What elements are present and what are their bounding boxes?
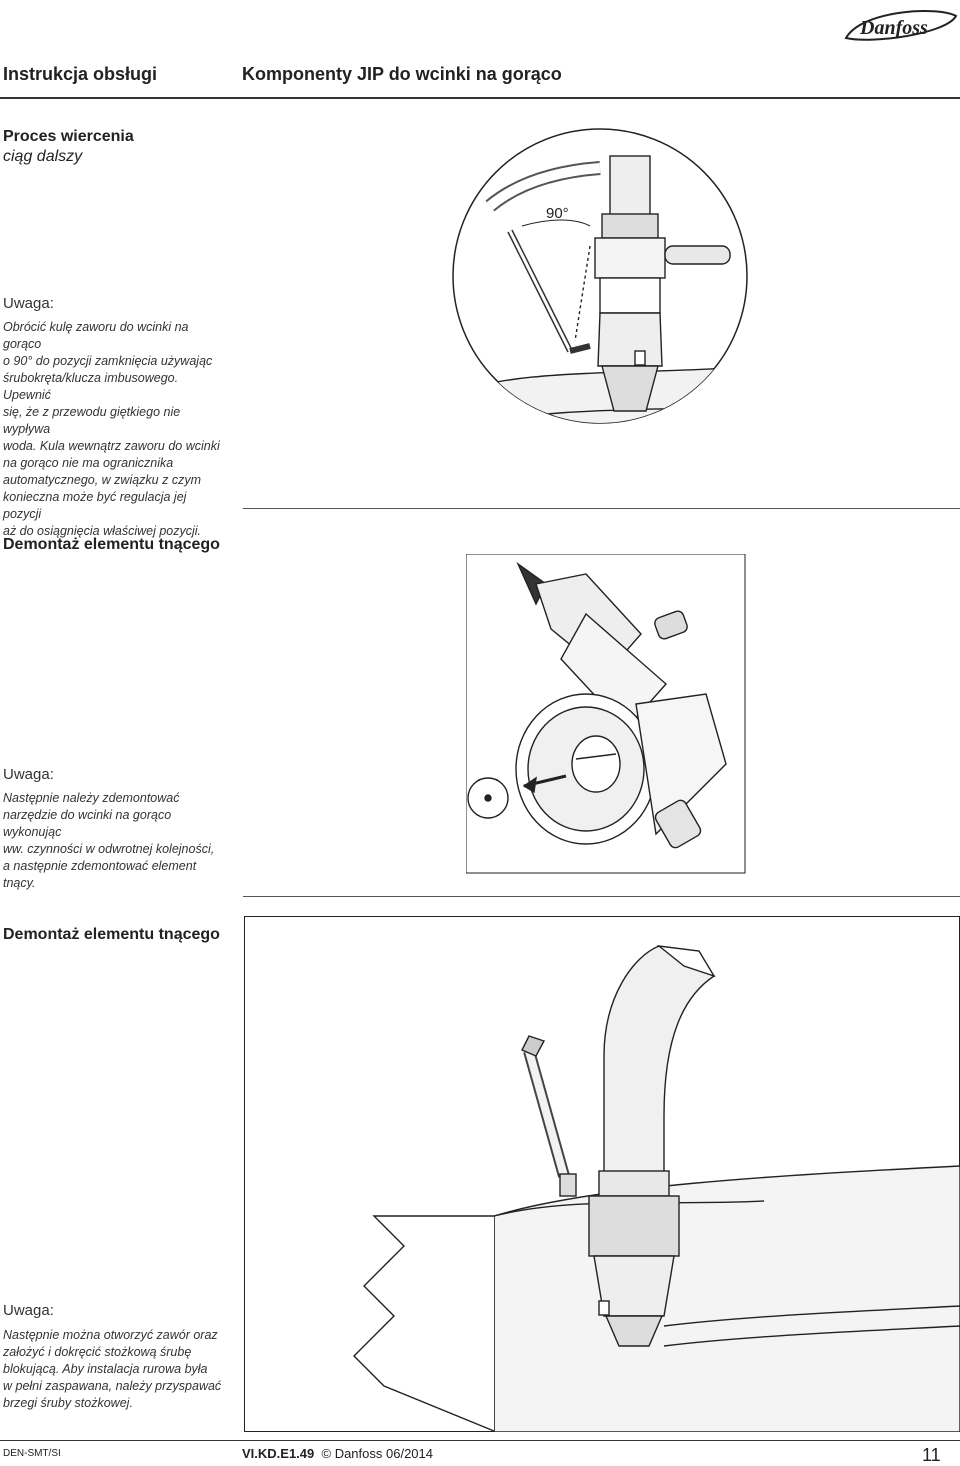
note-label: Uwaga: [3, 1302, 54, 1319]
header-divider [0, 97, 960, 99]
section-divider [243, 896, 960, 897]
angle-label: 90° [546, 205, 569, 222]
section-divider [243, 508, 960, 509]
logo-wordmark: Danfoss [860, 17, 928, 39]
note-line: na gorąco nie ma ogranicznika [3, 456, 174, 470]
note-text [3, 319, 228, 540]
note-label: Uwaga: [3, 766, 54, 783]
note-line: Następnie można otworzyć zawór oraz [3, 1328, 218, 1342]
note-line: w pełni zaspawana, należy przyspawać [3, 1379, 222, 1393]
note-text [3, 1327, 228, 1412]
cutter-removal-figure [466, 554, 746, 874]
section-subtitle-continued: ciąg dalszy [3, 148, 83, 165]
note-line: narzędzie do wcinki na gorąco wykonując [3, 808, 172, 839]
note-line: automatycznego, w związku z czym [3, 473, 201, 487]
valve-open-figure [244, 916, 960, 1432]
note-line: założyć i dokręcić stożkową śrubę [3, 1345, 192, 1359]
note-line: blokującą. Aby instalacja rurowa była [3, 1362, 208, 1376]
copyright: © Danfoss 06/2014 [321, 1446, 433, 1461]
note-line: aż do osiągnięcia właściwej pozycji. [3, 524, 202, 538]
section-title-cutter-removal-2: Demontaż elementu tnącego [3, 926, 220, 943]
note-line: Obrócić kulę zaworu do wcinki na gorąco [3, 320, 189, 351]
document-title: Komponenty JIP do wcinki na gorąco [242, 64, 562, 84]
note-line: konieczna może być regulacja jej pozycji [3, 490, 187, 521]
valve-ball-rotation-figure [450, 126, 750, 426]
note-line: woda. Kula wewnątrz zaworu do wcinki [3, 439, 220, 453]
note-line: ww. czynności w odwrotnej kolejności, [3, 842, 215, 856]
note-label: Uwaga: [3, 295, 54, 312]
note-text [3, 790, 228, 892]
ref-code: VI.KD.E1.49 [242, 1446, 315, 1461]
section-title-drilling: Proces wiercenia [3, 128, 134, 145]
section-title-cutter-removal: Demontaż elementu tnącego [3, 536, 220, 553]
note-line: Następnie należy zdemontować [3, 791, 180, 805]
note-line: śrubokręta/klucza imbusowego. Upewnić [3, 371, 179, 402]
note-line: brzegi śruby stożkowej. [3, 1396, 133, 1410]
note-line: a następnie zdemontować element tnący. [3, 859, 197, 890]
footer-reference [242, 1446, 433, 1461]
page-number: 11 [922, 1445, 941, 1465]
danfoss-logo [842, 4, 960, 48]
note-line: się, że z przewodu giętkiego nie wypływa [3, 405, 181, 436]
note-line: o 90° do pozycji zamknięcia używając [3, 354, 213, 368]
manual-type-title: Instrukcja obsługi [3, 64, 158, 84]
footer-divider [0, 1440, 960, 1441]
doc-code: DEN-SMT/SI [3, 1448, 61, 1459]
